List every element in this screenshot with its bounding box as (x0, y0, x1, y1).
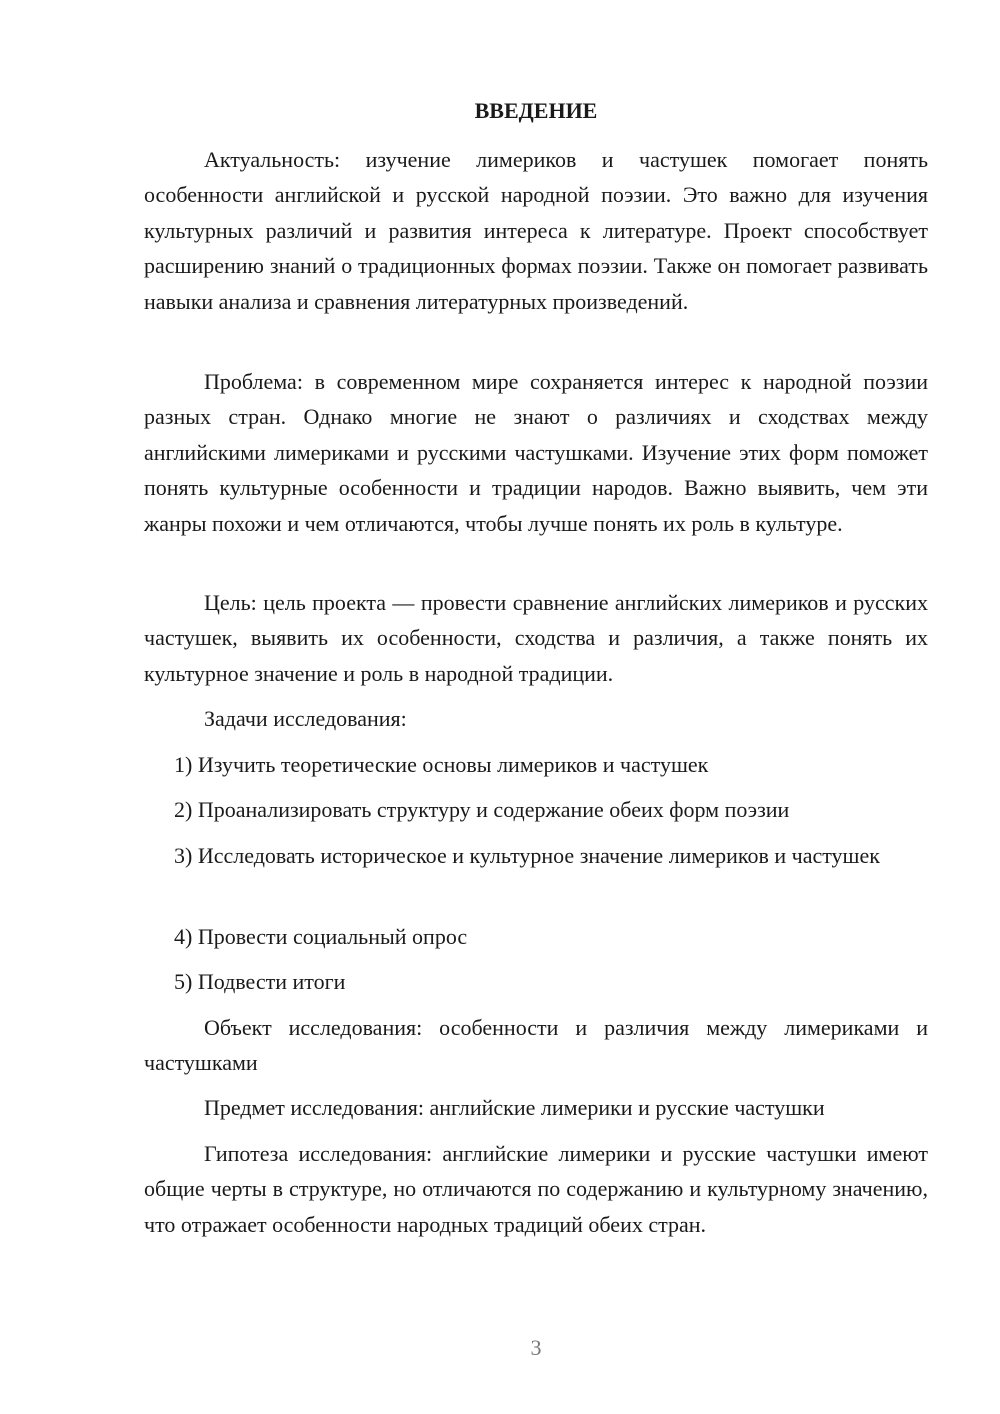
page-title: ВВЕДЕНИЕ (474, 98, 598, 123)
subject-paragraph: Предмет исследования: английские лимерики и русские частушки (204, 1095, 825, 1120)
problem-paragraph: Проблема: в современном мире сохраняется интерес к народной поэзии разных стран. Однако многие не знают о различиях и сходствах между английскими лимериками и русскими частушками. Изучение этих форм поможет понять культурные особенности и традиции народов. Важно выявить, чем эти жанры похожи и чем отличаются, чтобы лучше понять их роль в культуре. (144, 369, 928, 536)
hypothesis-paragraph: Гипотеза исследования: английские лимерики и русские частушки имеют общие черты в структуре, но отличаются по содержанию и культурному значению, что отражает особенности народных традиций обеих стран. (144, 1141, 928, 1237)
task-item-1: 1) Изучить теоретические основы лимериков и частушек (174, 752, 709, 777)
task-item-2: 2) Проанализировать структуру и содержание обеих форм поэзии (174, 797, 790, 822)
goal-paragraph: Цель: цель проекта — провести сравнение английских лимериков и русских частушек, выявить их особенности, сходства и различия, а также понять их культурное значение и роль в народной традиции. (144, 590, 928, 686)
task-item-5: 5) Подвести итоги (174, 969, 346, 994)
object-paragraph: Объект исследования: особенности и различия между лимериками и частушками (144, 1015, 928, 1076)
relevance-paragraph: Актуальность: изучение лимериков и частушек помогает понять особенности английской и русской народной поэзии. Это важно для изучения культурных различий и развития интереса к литературе. Проект способствует расширению знаний о традиционных формах поэзии. Также он помогает развивать навыки анализа и сравнения литературных произведений. (144, 147, 928, 314)
page-number: 3 (530, 1335, 542, 1360)
task-item-4: 4) Провести социальный опрос (174, 924, 468, 949)
task-item-3: 3) Исследовать историческое и культурное значение лимериков и частушек (174, 843, 880, 868)
tasks-heading: Задачи исследования: (204, 706, 407, 731)
